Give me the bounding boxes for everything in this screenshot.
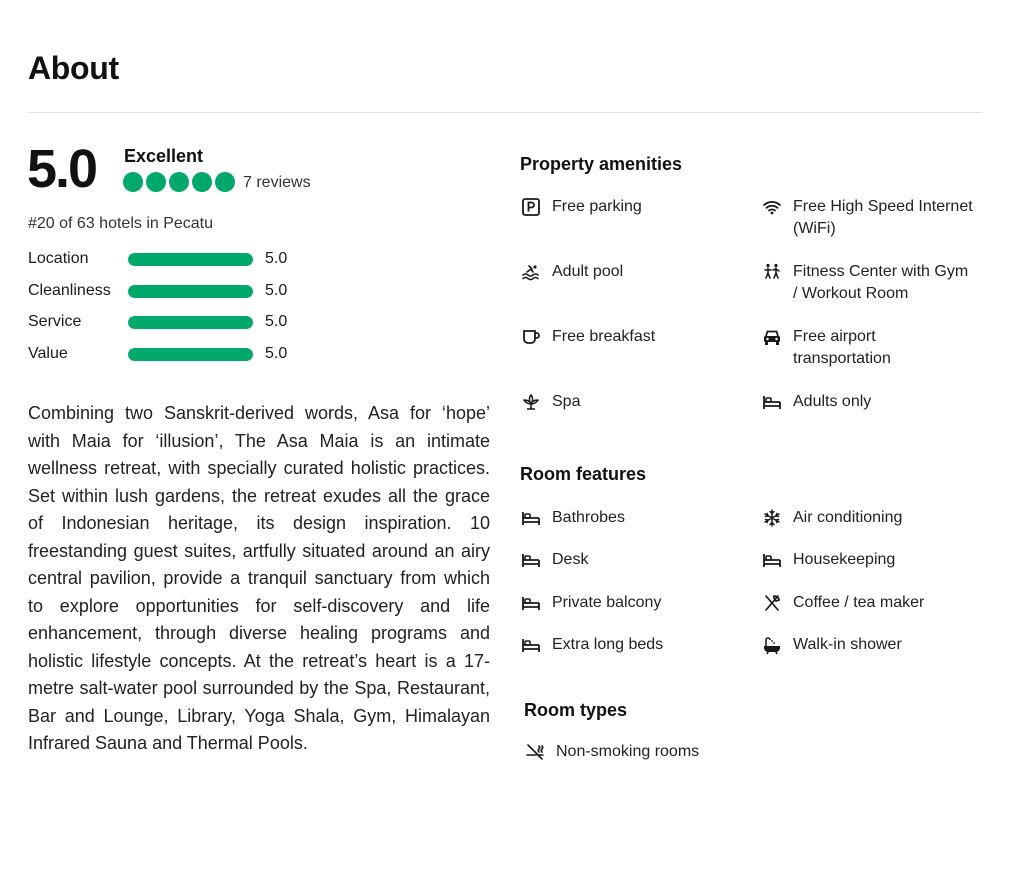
snowflake-icon (761, 507, 783, 529)
subrating-label: Service (28, 313, 82, 330)
divider (28, 112, 982, 113)
subrating-bar-fill (128, 316, 253, 329)
amenity-label: Adults only (793, 393, 872, 410)
bed-icon (520, 549, 542, 571)
rating-word: Excellent (124, 146, 204, 166)
feature-label: Coffee / tea maker (793, 594, 925, 611)
subrating-bar-fill (128, 348, 253, 361)
spa-icon (520, 391, 542, 413)
room-types-title: Room types (524, 700, 628, 720)
feature-desk (520, 549, 732, 571)
feature-private-balcony (520, 592, 732, 614)
subrating-bar (128, 285, 253, 298)
bed-icon (761, 391, 783, 413)
subrating-label: Location (28, 250, 89, 267)
subrating-location (28, 248, 328, 280)
amenity-adults-only (761, 391, 973, 413)
subrating-value: 5.0 (265, 281, 288, 299)
feature-housekeeping (761, 549, 973, 571)
amenity-airport-transport (761, 326, 973, 370)
bed-icon (520, 507, 542, 529)
subrating-bar-fill (128, 253, 253, 266)
subratings (28, 248, 328, 374)
amenity-label: Free parking (552, 198, 642, 215)
amenity-spa (520, 391, 732, 413)
subrating-service (28, 311, 328, 343)
rating-bubble (215, 172, 235, 192)
subrating-value: 5.0 (265, 313, 288, 330)
amenity-fitness (761, 261, 973, 305)
rating-score: 5.0 (27, 139, 97, 199)
subrating-value: 5.0 (265, 344, 288, 362)
hotel-description: Combining two Sanskrit-derived words, Asa for ‘hope’ with Maia for ‘illusion’, The Asa Maia is an intimate wellness retreat, with specially curated holistic practices. Set within lush gardens, the retreat exudes all the grace of Indonesian heritage, its design inspiration. 10 freestanding guest suites, artfully situated around an airy central pavilion, provide a tranquil sanctuary from which to explore opportunities for self-discovery and life enhancement, through diverse healing programs and holistic lifestyle concepts. At the retreat’s heart is a 17-metre salt-water pool surrounded by the Spa, Restaurant, Bar and Lounge, Library, Yoga Shala, Gym, Himalayan Infrared Sauna and Thermal Pools. (28, 403, 490, 753)
feature-label: Housekeeping (793, 551, 896, 568)
page-title: About (28, 50, 119, 86)
bed-icon (761, 549, 783, 571)
amenity-label: Fitness Center with Gym / Workout Room (793, 263, 969, 302)
room-type-label: Non-smoking rooms (556, 743, 700, 760)
feature-label: Private balcony (552, 594, 662, 611)
feature-label: Air conditioning (793, 509, 903, 526)
taxi-icon (761, 326, 783, 348)
subrating-value-row (28, 343, 328, 375)
feature-bathrobes (520, 507, 732, 529)
utensils-icon (761, 592, 783, 614)
amenity-label: Free airport transportation (793, 328, 891, 367)
feature-air-conditioning (761, 507, 973, 529)
bathtub-icon (761, 634, 783, 656)
parking-icon (520, 196, 542, 218)
feature-label: Extra long beds (552, 636, 664, 653)
amenity-label: Free breakfast (552, 328, 656, 345)
wifi-icon (761, 196, 783, 218)
feature-label: Desk (552, 551, 589, 568)
subrating-bar (128, 316, 253, 329)
bed-icon (520, 592, 542, 614)
rating-bubble (146, 172, 166, 192)
amenity-free-breakfast (520, 326, 732, 348)
subrating-value: 5.0 (265, 250, 288, 267)
fitness-icon (761, 261, 783, 283)
subrating-bar (128, 253, 253, 266)
subrating-cleanliness (28, 280, 328, 312)
subrating-label: Value (28, 344, 68, 362)
review-count-link[interactable]: 7 reviews (243, 174, 311, 191)
amenity-label: Spa (552, 393, 581, 410)
pool-icon (520, 261, 542, 283)
amenity-adult-pool (520, 261, 732, 283)
feature-extra-long-beds (520, 634, 732, 656)
subrating-label: Cleanliness (28, 281, 111, 299)
feature-label: Bathrobes (552, 509, 625, 526)
feature-label: Walk-in shower (793, 636, 902, 653)
room-features-title: Room features (520, 464, 647, 484)
property-amenities-title: Property amenities (520, 154, 683, 174)
rating-bubble (123, 172, 143, 192)
amenity-label: Free High Speed Internet (WiFi) (793, 198, 973, 237)
rating-bubble (192, 172, 212, 192)
subrating-bar (128, 348, 253, 361)
bed-icon (520, 634, 542, 656)
amenity-label: Adult pool (552, 263, 624, 280)
amenity-free-parking (520, 196, 732, 218)
rating-bubbles (123, 172, 235, 192)
feature-coffee-tea-maker (761, 592, 973, 614)
amenity-wifi (761, 196, 973, 240)
subrating-bar-fill (128, 285, 253, 298)
hotel-rank[interactable]: #20 of 63 hotels in Pecatu (28, 215, 214, 232)
feature-walk-in-shower (761, 634, 973, 656)
rating-bubble (169, 172, 189, 192)
room-type-non-smoking (524, 741, 756, 763)
coffee-cup-icon (520, 326, 542, 348)
no-smoking-icon (524, 741, 546, 763)
